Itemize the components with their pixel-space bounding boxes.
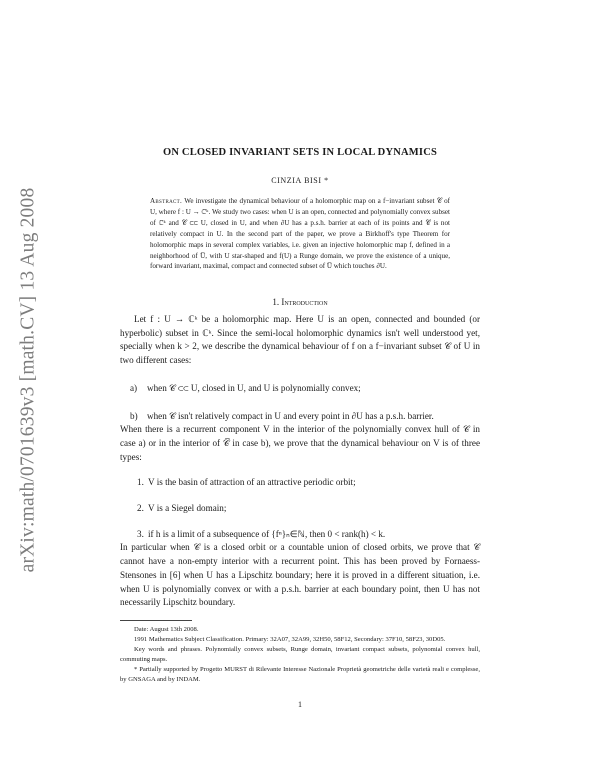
paper-title: ON CLOSED INVARIANT SETS IN LOCAL DYNAMICS: [162, 147, 438, 158]
footnotes: [120, 620, 480, 684]
footnote-support: * Partially supported by Progetto MURST di Rilevante Interesse Nazionale Proprietà geometriche delle varietà reali e complesse, by GNSAGA and by INDAM.: [120, 665, 480, 683]
recurrent-paragraph: When there is a recurrent component V in the interior of the polynomially convex hull of 𝒞 in case a) or in the interior of 𝒞̅ in case b), we prove that the dynamical behaviour on V is of three types:: [120, 424, 480, 462]
type-item-1: [120, 476, 480, 490]
section-number: 1.: [272, 297, 280, 307]
type-text: V is the basin of attraction of an attractive periodic orbit;: [148, 477, 356, 488]
case-text: when 𝒞 isn't relatively compact in U and every point in ∂U has a p.s.h. barrier.: [147, 410, 434, 421]
intro-paragraph: Let f : U → ℂᵏ be a holomorphic map. Here U is an open, connected and bounded (or hyperbolic) subset in ℂᵏ. Since the semi-local holomorphic dynamics isn't well understood yet, specially when k > 2, we describe the dynamical behaviour of f on a f−invariant subset 𝒞 of U in two different cases:: [120, 314, 480, 366]
abstract: [150, 196, 450, 272]
type-label: 2.: [137, 503, 144, 514]
type-text: if h is a limit of a subsequence of {fⁿ}ₙ∈ℕ, then 0 < rank(h) < k.: [148, 528, 386, 539]
type-item-2: [120, 502, 480, 516]
case-label: a): [130, 382, 138, 393]
case-text: when 𝒞 ⊂⊂ U, closed in U, and U is polynomially convex;: [147, 382, 361, 393]
abstract-label: Abstract.: [150, 197, 183, 205]
abstract-text: We investigate the dynamical behaviour of a holomorphic map on a f−invariant subset 𝒞 of U, where f : U → ℂᵏ. We study two cases: when U is an open, connected and polynomially convex subset of ℂᵏ and 𝒞 ⊂⊂ U, closed in U, and when ∂U has a p.s.h. barrier at each of its points and 𝒞 is not relatively compact in U. In the second part of the paper, we prove a Birkhoff's type Theorem for holomorphic maps in several complex variables, i.e. given an injective holomorphic map f, defined in a neighborhood of U̅, with U star-shaped and f(U) a Runge domain, we prove the existence of a unique, forward invariant, maximal, compact and connected subset of U̅ which touches ∂U.: [150, 197, 450, 271]
case-item-a: [120, 382, 480, 396]
footnote-date: Date: August 13th 2008.: [134, 626, 199, 633]
section-heading: [120, 297, 480, 307]
footnote-msc: 1991 Mathematics Subject Classification. Primary: 32A07, 32A99, 32H50, 58F12, Secondary: 37F10, 58F23, 30D05.: [134, 635, 446, 643]
arxiv-identifier-sidebar: [8, 150, 48, 610]
type-label: 3.: [137, 528, 144, 539]
type-label: 1.: [137, 477, 144, 488]
arxiv-identifier: arXiv:math/0701639v3 [math.CV] 13 Aug 2008: [17, 187, 39, 573]
type-text: V is a Siegel domain;: [148, 503, 227, 514]
closing-paragraph: In particular when 𝒞 is a closed orbit or a countable union of closed orbits, we prove that 𝒞 cannot have a non-empty interior with a recurrent point. This has been proved by Fornaess-Stensones in [6] when U has a Lipschitz boundary; here it is proved in a different situation, i.e. when U is polynomially convex or with a p.s.h. barrier at each boundary point, then U has not necessarily Lipschitz boundary.: [120, 542, 480, 608]
type-item-3: [120, 528, 480, 542]
footnote-rule: [120, 620, 192, 621]
paper-author: CINZIA BISI *: [271, 176, 329, 185]
footnote-keywords: Key words and phrases. Polynomially convex subsets, Runge domain, invariant compact subsets, polynomial convex hull, commuting maps.: [120, 645, 480, 663]
section-body: [120, 313, 480, 610]
page-number: 1: [298, 700, 302, 709]
case-label: b): [130, 410, 138, 421]
section-title: Introduction: [281, 297, 328, 307]
case-item-b: [120, 410, 480, 424]
